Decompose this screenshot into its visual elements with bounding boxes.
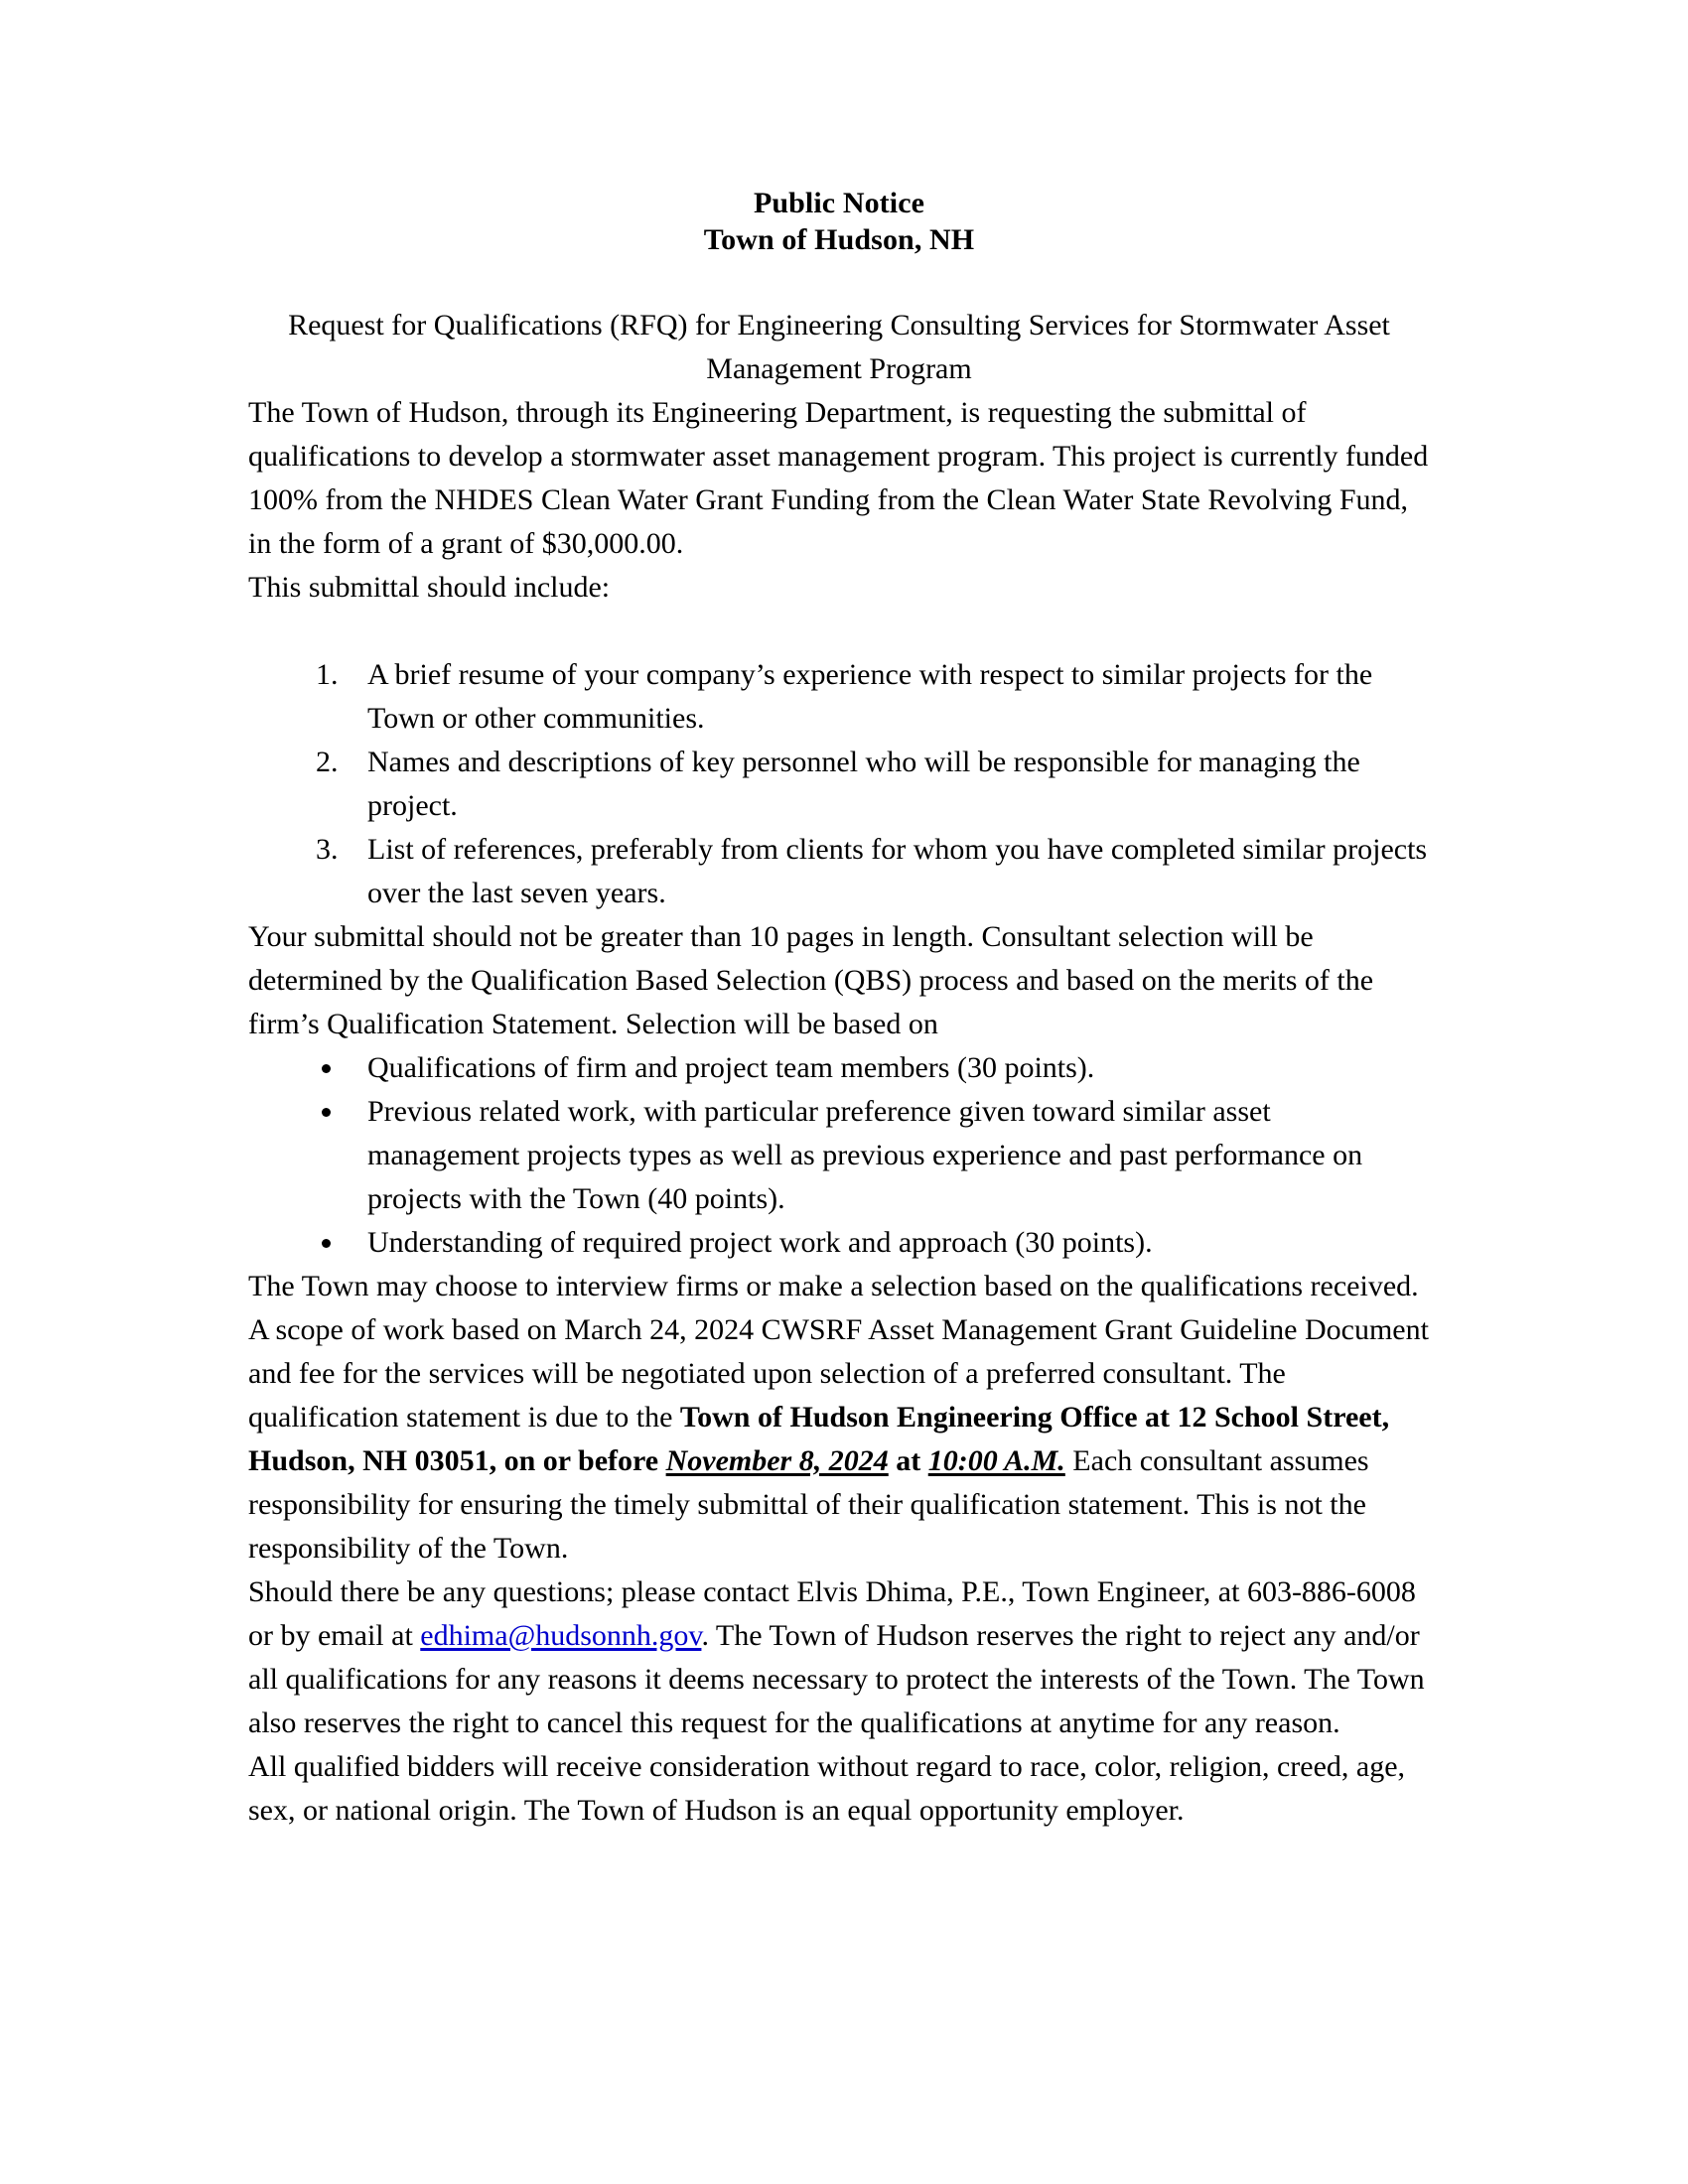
title-line-public-notice: Public Notice [753, 187, 925, 219]
contact-email-link[interactable]: edhima@hudsonnh.gov [420, 1619, 702, 1652]
list-item: • Qualifications of firm and project team members (30 points). [346, 1046, 1430, 1090]
selection-process-paragraph: Your submittal should not be greater than 10 pages in length. Consultant selection will be determined by the Qualification Based Selection (QBS) process and based on the merits of the firm’s Qualification Statement. Selection will be based on [248, 920, 1374, 1040]
list-item: 1. A brief resume of your company’s experience with respect to similar projects for the Town or other communities. [346, 653, 1430, 741]
page-title [248, 185, 1430, 258]
submittal-lead-in: This submittal should include: [248, 571, 611, 604]
document-subtitle: Request for Qualifications (RFQ) for Engineering Consulting Services for Stormwater Asset Management Program [288, 309, 1390, 385]
contact-text-outro: . The Town of Hudson reserves the right to reject any and/or all qualifications for any reasons it deems necessary to protect the interests of the Town. The Town also reserves the right to cancel this request for the qualifications at anytime for any reason. [248, 1619, 1425, 1739]
intro-paragraph: The Town of Hudson, through its Engineering Department, is requesting the submittal of qualifications to develop a stormwater asset management program. This project is currently funded 100% from the NHDES Clean Water Grant Funding from the Clean Water State Revolving Fund, in the form of a grant of $30,000.00. [248, 396, 1429, 560]
document-body [248, 185, 1430, 1833]
submittal-requirements-list [248, 653, 1430, 915]
deadline-connector: at [888, 1444, 928, 1477]
deadline-submission-address: Town of Hudson Engineering Office at 12 School Street, Hudson, NH 03051, on or before [248, 1401, 1390, 1477]
list-item: 3. List of references, preferably from clients for whom you have completed similar projects over the last seven years. [346, 828, 1430, 915]
selection-criteria-list [248, 1046, 1430, 1265]
deadline-text-outro: Each consultant assumes responsibility for ensuring the timely submittal of their qualification statement. This is not the responsibility of the Town. [248, 1444, 1369, 1565]
deadline-date: November 8, 2024 [665, 1444, 889, 1477]
deadline-paragraph [248, 1265, 1430, 1570]
contact-paragraph [248, 1570, 1430, 1745]
list-item: 2. Names and descriptions of key personnel who will be responsible for managing the project. [346, 741, 1430, 828]
title-line-town-of-hudson: Town of Hudson, NH [703, 223, 975, 256]
contact-text-intro: Should there be any questions; please contact Elvis Dhima, P.E., Town Engineer, at 603-886-6008 or by email at [248, 1575, 1416, 1652]
deadline-time: 10:00 A.M. [927, 1444, 1065, 1477]
deadline-text-intro: The Town may choose to interview firms or make a selection based on the qualifications received. A scope of work based on March 24, 2024 CWSRF Asset Management Grant Guideline Document and fee for the services will be negotiated upon selection of a preferred consultant. The qualification statement is due to the [248, 1270, 1429, 1433]
equal-opportunity-paragraph: All qualified bidders will receive consideration without regard to race, color, religion, creed, age, sex, or national origin. The Town of Hudson is an equal opportunity employer. [248, 1750, 1406, 1827]
list-item: • Previous related work, with particular preference given toward similar asset management projects types as well as previous experience and past performance on projects with the Town (40 points). [346, 1090, 1430, 1221]
list-item: • Understanding of required project work and approach (30 points). [346, 1221, 1430, 1265]
